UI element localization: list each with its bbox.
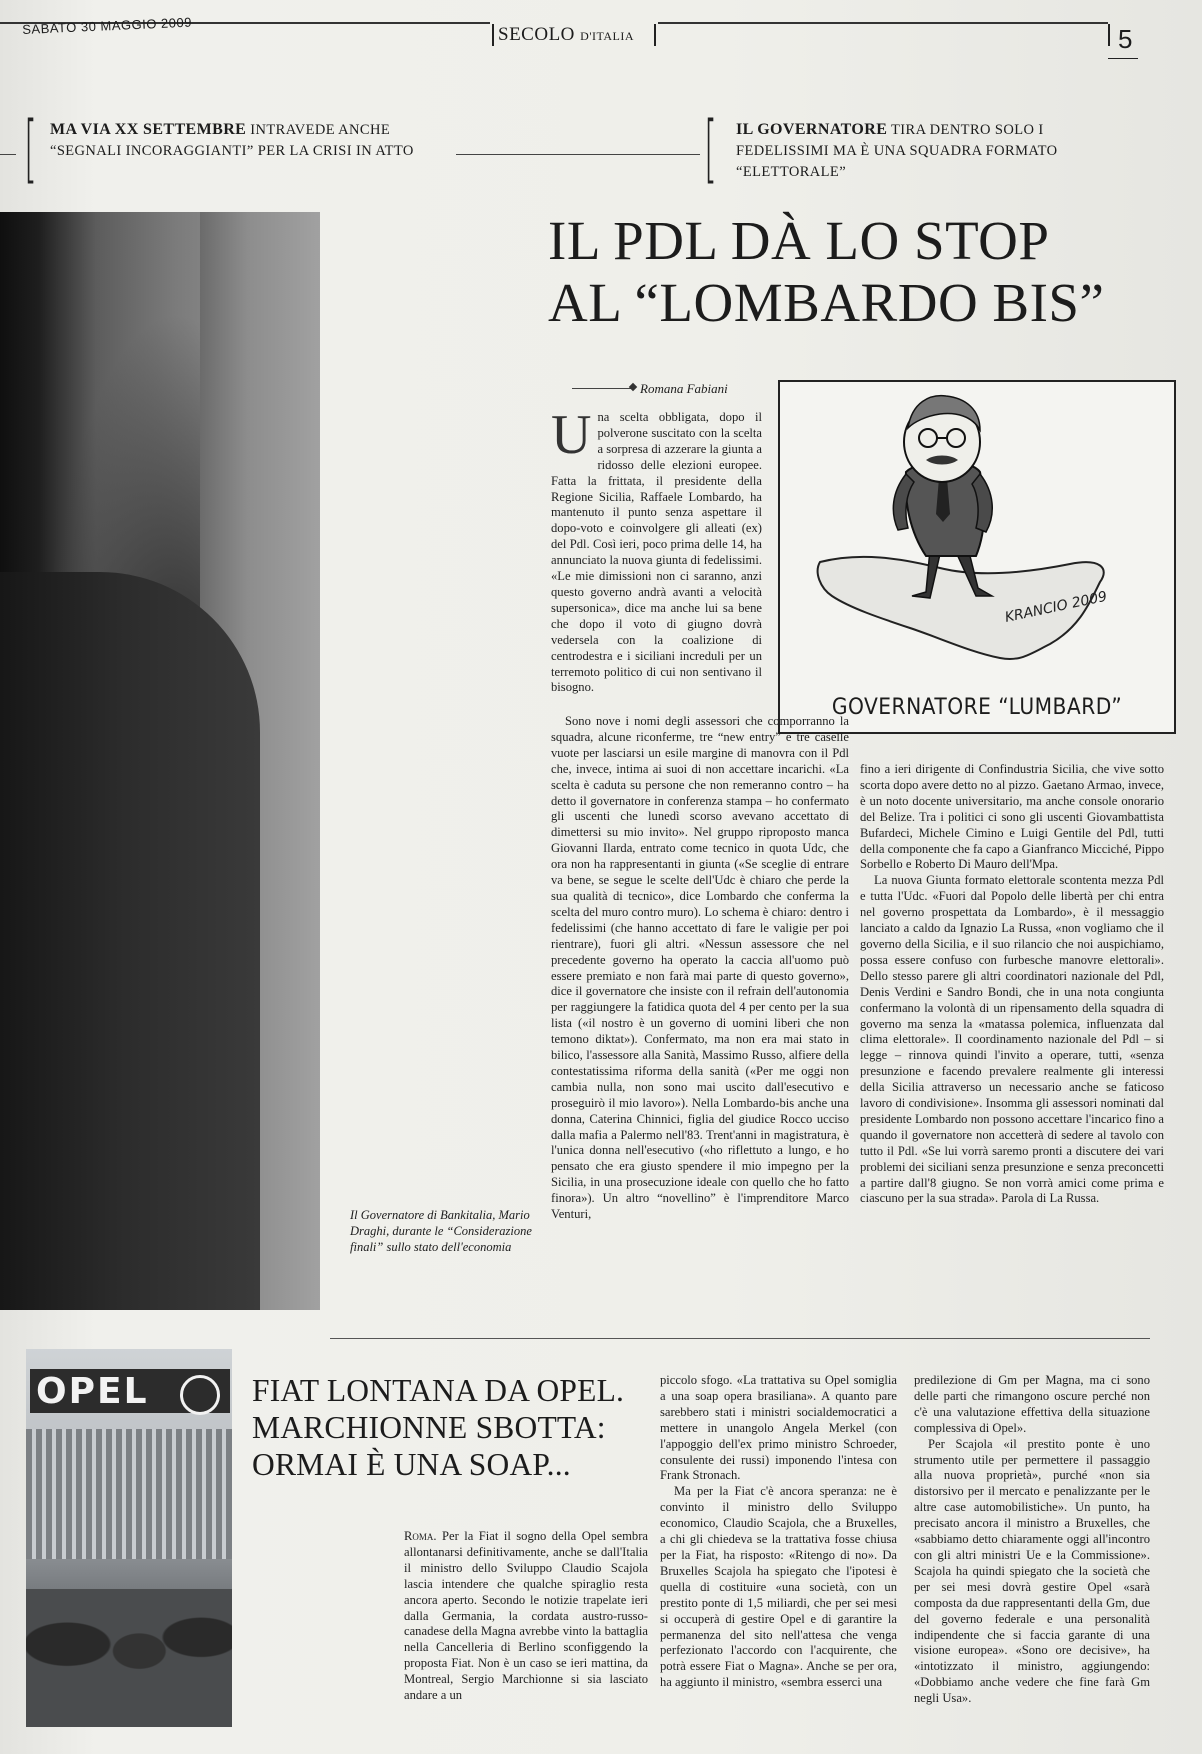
photo-caption: Il Governatore di Bankitalia, Mario Draghi, durante le “Considerazione finali” sullo stato dell'economia bbox=[350, 1208, 532, 1254]
main-story-paragraph: La nuova Giunta formato elettorale scontenta mezza Pdl e tutta l'Udc. «Fuori dal Popolo delle libertà per chi entra nel governo prospettata da Lombardo», è il messaggio lanciato a caldo da Ignazio La Russa, «non vogliamo che il governo della Sicilia, e il suo rilancio che noi auspichiamo, possa essere confuso con furbesche manovre elettorali». Dello stesso parere gli altri coordinatori nazionale del Pdl, Denis Verdini e Sandro Bondi, che in una nota congiunta confermano la volontà di un ripensamento della squadra di governo ma senza la «matassa polemica, influenzata dal clima elettorale». Il coordinamento nazionale del Pdl – si legge – rinnova quindi l'invito a operare, tutti, «senza presunzione e facendo prevalere realmente gli interessi della Sicilia attraverso un necessario anche se faticoso lavoro di condivisione». Insomma gli assessori nominati dal presidente Lombardo non possono accettare l'incarico fino a quando il governatore non accetterà di sedere al tavolo con tutto il Pdl. «Se lui vorrà saremo pronti a discutere dei vari problemi dei siciliani senza presunzione e senza preconcetti a partire dall'8 giugno. Se non vorrà amici come prima e ciascuno per la sua strada». Parola di La Russa. bbox=[860, 873, 1164, 1206]
cartoon-caption: GOVERNATORE “LUMBARD” bbox=[831, 695, 1123, 720]
page-number-underline bbox=[1108, 58, 1138, 59]
masthead-rule-right bbox=[658, 22, 1108, 24]
opel-paragraph: Per Scajola «il prestito ponte è uno strumento utile per permettere il passaggio alla nuova proprietà», purché «non sia distorsivo per il mercato e penalizzante per le altre case automobilistiche». Un punto, ha precisato ancora il ministro a Bruxelles, che «sabbiamo detto chiaramente oggi all'incontro con gli altri ministri Ue e la Commissione». Scajola ha quindi spiegato che la società che per sei mesi dovrà gestire Opel «sarà composta da due rappresentanti della Gm, due del governo federale e una personalità indipendente che si faccia garante di una visione europea». «Sono ore decisive», ha «intotizzato il ministro, aggiungendo: «Dobbiamo anche vedere che fine farà Gm negli Usa». bbox=[914, 1436, 1150, 1706]
opel-photo bbox=[26, 1349, 232, 1727]
main-story-paragraph bbox=[551, 404, 762, 696]
opel-paragraph bbox=[404, 1529, 648, 1704]
main-story-col1-top bbox=[551, 404, 762, 696]
paper-name: SECOLO bbox=[498, 24, 575, 45]
masthead-divider bbox=[654, 24, 656, 46]
masthead-divider bbox=[492, 24, 494, 46]
kicker-left-text: INTRAVEDE ANCHE “SEGNALI INCORAGGIANTI” PER LA CRISI IN ATTO bbox=[50, 122, 414, 160]
opel-workers bbox=[26, 1589, 232, 1727]
byline: Romana Fabiani bbox=[640, 381, 728, 396]
byline-bullet-icon bbox=[629, 383, 637, 391]
masthead-date: SABATO 30 MAGGIO 2009 bbox=[22, 14, 193, 37]
opel-text: Per la Fiat il sogno della Opel sembra allontanarsi definitivamente, anche se dall'Italia il ministro dello Sviluppo Claudio Scajola lascia intendere che qualche spiraglio resta ancora aperto. Secondo le notizie trapelate ieri dalla Germania, la cordata austro-russo-canadese della Magna avrebbe vinto la battaglia nella Cancelleria di Berlino sconfiggendo la proposta Fiat. Non è un caso se ieri mattina, da Montreal, Sergio Marchionne si sia lasciato andare a un bbox=[404, 1529, 648, 1703]
draghi-photo bbox=[0, 212, 320, 1310]
opel-headline bbox=[252, 1372, 652, 1483]
main-headline-line1: IL PDL DÀ LO STOP bbox=[548, 210, 1050, 271]
opel-headline-line3: ORMAI È UNA SOAP... bbox=[252, 1447, 571, 1482]
opel-sign-text: OPEL bbox=[36, 1371, 149, 1412]
opel-headline-line2: MARCHIONNE SBOTTA: bbox=[252, 1410, 606, 1445]
opel-headline-line1: FIAT LONTANA DA OPEL. bbox=[252, 1373, 625, 1408]
main-headline-line2: AL “LOMBARDO BIS” bbox=[548, 272, 1105, 333]
page-number: 5 bbox=[1118, 24, 1133, 54]
kicker-rule-stub bbox=[0, 154, 16, 155]
byline-rule bbox=[572, 388, 634, 389]
main-story-paragraph: fino a ieri dirigente di Confindustria Sicilia, che vive sotto scorta dopo avere detto no al pizzo. Gaetano Armao, invece, è un noto docente universitario, ma anche console onorario del Belize. Tra i politici ci sono gli uscenti Giovambattista Bufardeci, Michele Cimino e Luigi Gentile del Pdl, tutti della componente che fa capo a Gianfranco Micciché, Pippo Sorbello e Roberto Di Mauro dell'Mpa. bbox=[860, 762, 1164, 872]
main-story-text: na scelta obbligata, dopo il polverone suscitato con la scelta a sorpresa di azzerare la giunta a ridosso delle elezioni europee. Fatta la frittata, il presidente della Regione Sicilia, Raffaele Lombardo, ha mantenuto il punto senza aspettare il dopo-voto e coinvolgere gli alleati (ex) del Pdl. Così ieri, poco prima delle 14, ha annunciato la nuova giunta di fedelissimi. «Le mie dimissioni non ci saranno, anzi questo governo andrà avanti a velocità supersonica», dice ma anche lui sa bene che dopo il voto di giugno dovrà vedersela con la coalizione di centrodestra e i siciliani increduli per un terremoto politico di cui non sentivano il bisogno. bbox=[551, 410, 762, 695]
kicker-right bbox=[736, 118, 1136, 183]
bracket-right: [ bbox=[703, 106, 717, 192]
section-separator bbox=[330, 1338, 1150, 1339]
opel-sign bbox=[30, 1369, 230, 1413]
main-headline bbox=[548, 210, 1168, 334]
opel-paragraph: Ma per la Fiat c'è ancora speranza: ne è convinto il ministro dello Sviluppo economico, Claudio Scajola, che a Bruxelles, a chi gli chiedeva se la trattativa fosse chiusa per la Fiat, ha risposto: «Ritengo di no». Da Bruxelles Scajola ha spiegato che l'ipotesi è quella di costituire «una società, con un prestito ponte di 1,5 miliardi, che per sei mesi si occuperà di gestire Opel e di garantire la permanenza del sito nell'attesa che venga perfezionato l'accordo con l'acquirente, che potrà essere Fiat o Magna». Anche se per ora, ha aggiunto il ministro, «sembra esserci una bbox=[660, 1484, 897, 1690]
opel-paragraph: predilezione di Gm per Magna, ma ci sono delle parti che rimangono oscure perché non c'è una valutazione effettiva della situazione complessiva di Opel». bbox=[914, 1373, 1150, 1435]
main-story-col1-bottom bbox=[551, 714, 849, 1223]
kicker-left-lead: MA VIA XX SETTEMBRE bbox=[50, 121, 247, 138]
dropcap: U bbox=[551, 404, 592, 466]
kicker-left bbox=[50, 118, 450, 162]
dateline: Roma. bbox=[404, 1529, 437, 1543]
cartoon-signature: KRANCIO 2009 bbox=[1003, 588, 1109, 626]
main-story-paragraph: Sono nove i nomi degli assessori che comporranno la squadra, alcune riconferme, tre “new entry” e tre caselle vuote per lasciarsi un esile margine di manovra con il Pdl che, invece, intima ai suoi di non accettare incarichi. «La scelta è caduta su persone che non remeranno contro – ha detto il governatore in conferenza stampa – ho confermato gli uscenti che lunedì scorso avevano accettato di dimettersi su mio invito». Nel gruppo riproposto manca Giovanni Ilarda, entrato come tecnico in quota Udc, che ora non ha rappresentanti in giunta («Se sceglie di entrare va bene, se segue le scelte dell'Udc è chiaro che perde la sua qualità di tecnico», dice Lombardo che conferma la scelta del muro contro muro). Lo schema è chiaro: dentro i fedelissimi (che hanno accettato di fare le valigie per poi rientrare), fuori gli altri. «Nessun assessore che nel precedente governo ha operato la caccia all'uomo può essere premiato e non farà mai parte di questo governo», dice il governatore che insiste con il refrain dell'autonomia per raggiungere la fatidica quota del 4 per cento per la sua lista («il nostro è un governo di uomini liberi che non temono diktat»). Confermato, ma non era mai stato in bilico, l'assessore alla Sanità, Massimo Russo, alfiere della contestatissima riforma della sanità («Per me oggi non cambia nulla, non sono mai uscito dall'esecutivo e proseguirò il mio lavoro»). Nella Lombardo-bis anche una donna, Caterina Chinnici, figlia del giudice Rocco ucciso dalla mafia a Palermo nell'83. Trent'anni in magistratura, è l'unica donna nell'esecutivo («ho riflettuto a lungo, e ho pensato che era giusto spendere il mio impegno per la Sicilia, in una prosecuzione ideale con quello che ho fatto finora»). Un altro “novellino” è l'imprenditore Marco Venturi, bbox=[551, 714, 849, 1222]
paper-name-suffix: D'ITALIA bbox=[580, 29, 635, 43]
masthead-paper-name bbox=[498, 24, 634, 46]
opel-story-col3 bbox=[914, 1373, 1150, 1707]
opel-logo-icon bbox=[180, 1375, 220, 1415]
photo-figure-coat bbox=[0, 572, 260, 1310]
opel-story-col2 bbox=[660, 1373, 897, 1691]
main-story-col2 bbox=[860, 762, 1164, 1207]
bracket-left: [ bbox=[23, 106, 37, 192]
opel-story-col1 bbox=[404, 1529, 648, 1704]
kicker-right-lead: IL GOVERNATORE bbox=[736, 121, 888, 138]
cartoon bbox=[778, 380, 1176, 734]
opel-paragraph: piccolo sfogo. «La trattativa su Opel somiglia a una soap opera brasiliana». A quanto pare sarebbero stati i ministri socialdemocratici a mettere in unangolo Angela Merkel (con l'appoggio dell'ex primo ministro Schroeder, consulente dei russi) imponendo l'intesa con Frank Stronach. bbox=[660, 1373, 897, 1483]
kicker-rule bbox=[456, 154, 700, 155]
masthead-divider bbox=[1108, 24, 1110, 46]
cartoon-drawing bbox=[780, 382, 1174, 682]
opel-building bbox=[26, 1429, 232, 1559]
kicker-right-text: TIRA DENTRO SOLO I FEDELISSIMI MA È UNA SQUADRA FORMATO “ELETTORALE” bbox=[736, 122, 1058, 181]
